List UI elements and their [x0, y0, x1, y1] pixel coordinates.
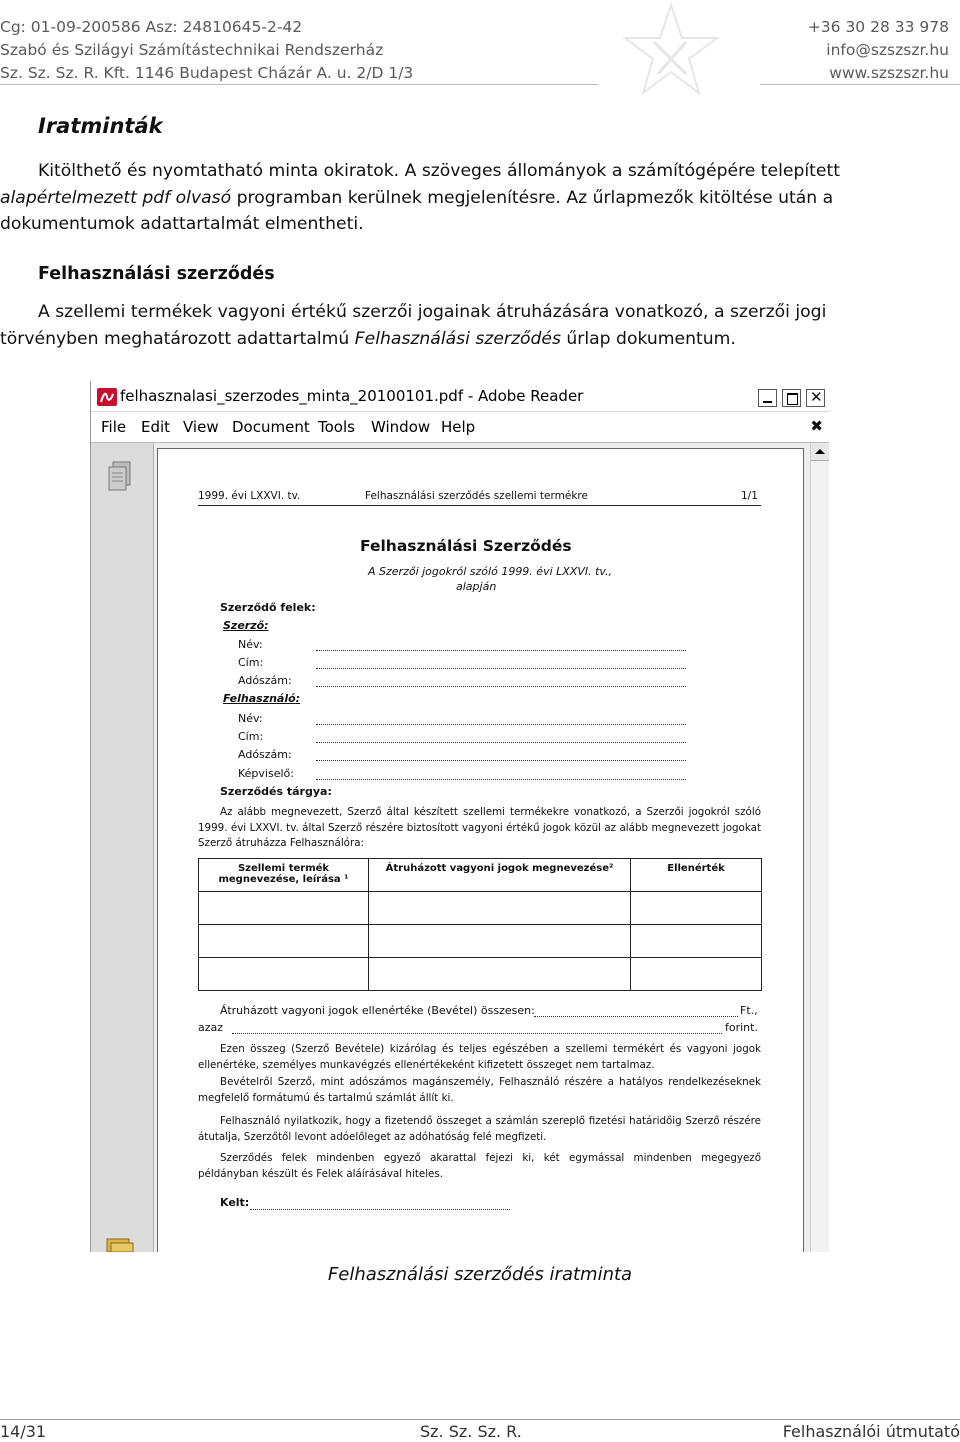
close-document-icon[interactable]: ✖ [810, 417, 823, 435]
header-rule-left [0, 84, 598, 85]
menu-tools[interactable]: Tools [318, 418, 355, 436]
menu-help[interactable]: Help [441, 418, 476, 436]
menu-file[interactable]: File [101, 418, 127, 436]
total-unit: Ft., [740, 1004, 758, 1017]
author-name-label: Név: [238, 638, 263, 651]
header-address: Sz. Sz. Sz. R. Kft. 1146 Budapest Cházár A. u. 2/D 1/3 [0, 64, 414, 82]
parties-label: Szerződő felek: [220, 601, 316, 614]
header-registration: Cg: 01-09-200586 Asz: 24810645-2-42 [0, 18, 303, 36]
page-header-title: Felhasználási szerződés szellemi termékre [365, 490, 588, 502]
window-titlebar[interactable] [91, 381, 829, 412]
user-taxid-field[interactable] [316, 760, 686, 761]
document-view[interactable] [154, 443, 811, 1252]
adobe-reader-screenshot [90, 381, 829, 1252]
author-label: Szerző: [223, 619, 269, 632]
subject-label: Szerződés tárgya: [220, 785, 332, 798]
user-address-label: Cím: [238, 730, 264, 743]
star-logo-watermark [622, 2, 720, 98]
page-header-law: 1999. évi LXXVI. tv. [198, 490, 301, 502]
subsection-title: Felhasználási szerződés [38, 264, 275, 284]
subject-text: Az alább megnevezett, Szerző által készített szellemi termékekre vonatkozó, a Szerzői jogokról szóló 1999. évi LXXVI. tv. által Szerző részére biztosított vagyoni értékű jogok közül az alább megnevezett jogokat Szerző átruházza Felhasználóra: [198, 806, 761, 849]
description-line-1: A szellemi termékek vagyoni értékű szerzői jogainak átruházására vonatkozó, a szerzői jogi [38, 302, 827, 322]
table-cell[interactable] [369, 958, 631, 991]
table-row [199, 892, 762, 925]
close-icon: ✕ [810, 388, 823, 406]
header-website: www.szszszr.hu [829, 64, 949, 82]
menu-bar [91, 412, 829, 443]
vertical-scrollbar[interactable] [810, 443, 829, 1252]
user-representative-field[interactable] [316, 779, 686, 780]
minimize-icon [763, 401, 772, 403]
table-cell[interactable] [369, 925, 631, 958]
user-name-label: Név: [238, 712, 263, 725]
header-company-info [0, 16, 413, 85]
total-words-field[interactable] [232, 1033, 722, 1034]
header-contact-info [808, 16, 949, 85]
table-cell[interactable] [631, 958, 762, 991]
navigation-pane [91, 443, 154, 1252]
figure-caption: Felhasználási szerződés iratminta [327, 1264, 633, 1285]
table-header-consideration: Ellenérték [631, 859, 762, 892]
scroll-up-button[interactable] [811, 443, 829, 461]
table-cell[interactable] [369, 892, 631, 925]
attachments-panel-icon[interactable] [105, 1237, 135, 1252]
user-label: Felhasználó: [223, 692, 301, 705]
table-header-product: Szellemi termék megnevezése, leírása ¹ [199, 859, 369, 892]
user-address-field[interactable] [316, 742, 686, 743]
table-cell[interactable] [631, 925, 762, 958]
table-row [199, 958, 762, 991]
contract-subtitle: A Szerzői jogokról szóló 1999. évi LXXVI. tv., [368, 565, 613, 578]
paragraph-payment: Felhasználó nyilatkozik, hogy a fizetendő összeget a számlán szereplő fizetési határidőig Szerző részére átutalja, Szerzőtől levont adóelőleget az adóhatóság felé megfizeti. [198, 1115, 761, 1143]
menu-document[interactable]: Document [232, 418, 310, 436]
maximize-icon [787, 393, 798, 405]
paragraph-revenue: Ezen összeg (Szerző Bevétele) kizárólag és teljes egészében a szellemi termékért és vagyoni jogok ellenértéke, személyes munkavégzés ellenértékeként kifizetett összeget nem tartalmaz. [198, 1043, 761, 1071]
user-representative-label: Képviselő: [238, 767, 294, 780]
footer-center: Sz. Sz. Sz. R. [420, 1422, 522, 1441]
description-line-2: törvényben meghatározott adattartalmú Felhasználási szerződés űrlap dokumentum. [0, 328, 736, 349]
section-title: Iratminták [38, 114, 163, 138]
total-azaz: azaz [198, 1021, 224, 1034]
chevron-up-icon [811, 443, 829, 461]
author-taxid-field[interactable] [316, 686, 686, 687]
contract-title: Felhasználási Szerződés [360, 537, 572, 555]
intro-line-2: alapértelmezett pdf olvasó programban kerülnek megjelenítésre. Az űrlapmezők kitöltése után a [0, 187, 834, 208]
author-address-field[interactable] [316, 668, 686, 669]
window-title: felhasznalasi_szerzodes_minta_20100101.pdf - Adobe Reader [120, 387, 584, 405]
rights-table [198, 858, 762, 991]
total-amount-field[interactable] [534, 1016, 738, 1017]
menu-view[interactable]: View [183, 418, 219, 436]
date-field[interactable] [250, 1209, 510, 1210]
intro-line-1: Kitölthető és nyomtatható minta okiratok. A szöveges állományok a számítógépére telepített [38, 161, 840, 181]
description-paragraph [0, 299, 958, 352]
author-name-field[interactable] [316, 650, 686, 651]
header-company-name: Szabó és Szilágyi Számítástechnikai Rendszerház [0, 41, 384, 59]
table-header-rights: Átruházott vagyoni jogok megnevezése² [369, 859, 631, 892]
table-cell[interactable] [199, 892, 369, 925]
intro-paragraph [0, 158, 958, 238]
pdf-page [157, 448, 804, 1252]
footer-right: Felhasználói útmutató [782, 1422, 960, 1441]
page-header-rule [198, 505, 761, 506]
minimize-button[interactable] [758, 389, 777, 407]
header-phone: +36 30 28 33 978 [807, 18, 949, 36]
close-button[interactable] [806, 389, 825, 407]
table-cell[interactable] [199, 925, 369, 958]
header-email: info@szszszr.hu [826, 41, 949, 59]
author-taxid-label: Adószám: [238, 674, 292, 687]
footer-rule [0, 1419, 960, 1420]
footer-page-number: 14/31 [0, 1422, 47, 1441]
table-cell[interactable] [199, 958, 369, 991]
contract-subtitle-2: alapján [456, 580, 497, 593]
page-header-pagenum: 1/1 [741, 490, 758, 502]
user-taxid-label: Adószám: [238, 748, 292, 761]
table-cell[interactable] [631, 892, 762, 925]
total-forint: forint. [725, 1021, 758, 1034]
menu-window[interactable]: Window [371, 418, 431, 436]
table-row [199, 925, 762, 958]
intro-line-3: dokumentumok adattartalmát elmentheti. [0, 214, 364, 234]
header-rule-right [760, 84, 960, 85]
maximize-button[interactable] [782, 389, 801, 407]
paragraph-copies: Szerződés felek mindenben egyező akarattal fejezi ki, két egymással mindenben megegyező példányban készült és Felek aláírásával hiteles. [198, 1152, 761, 1180]
paragraph-invoice: Bevételről Szerző, mint adószámos magánszemély, Felhasználó részére a hatályos rendelkezéseknek megfelelő formátumú és tartalmú számlát állít ki. [198, 1076, 761, 1104]
total-label: Átruházott vagyoni jogok ellenértéke (Bevétel) összesen: [220, 1004, 535, 1017]
menu-edit[interactable]: Edit [141, 418, 171, 436]
date-label: Kelt: [220, 1196, 250, 1209]
pages-panel-icon[interactable] [107, 461, 133, 493]
user-name-field[interactable] [316, 724, 686, 725]
pdf-icon [97, 388, 117, 406]
author-address-label: Cím: [238, 656, 264, 669]
